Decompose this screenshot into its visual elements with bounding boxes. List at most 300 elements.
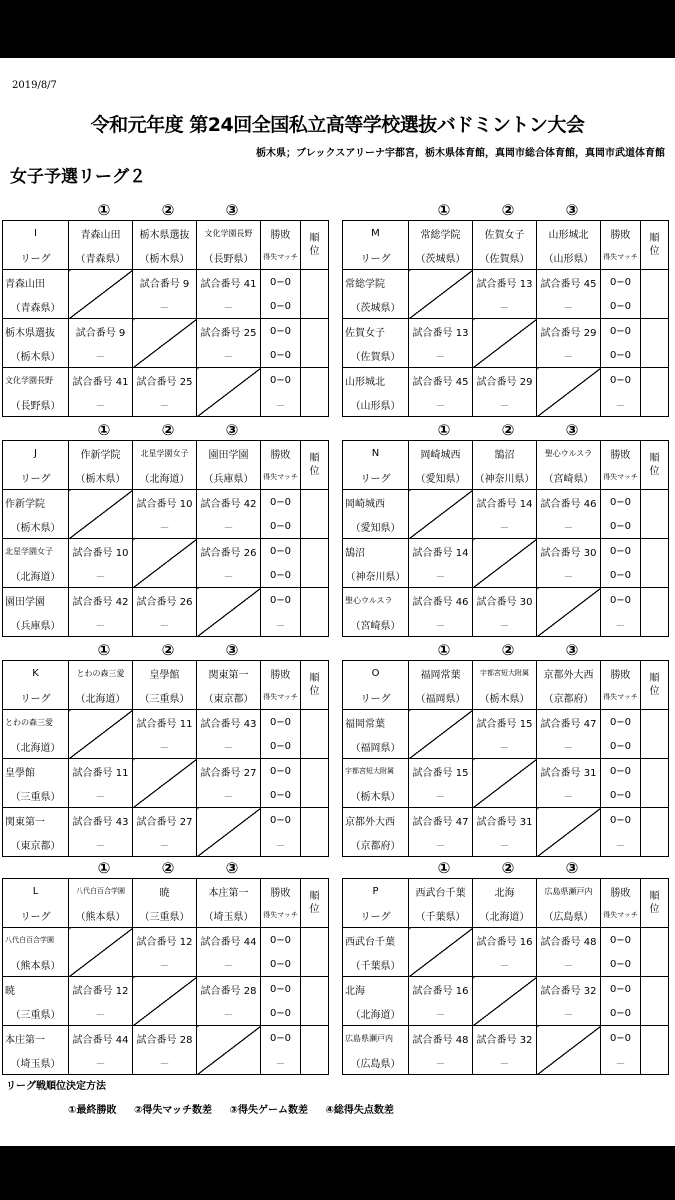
match-diff-value: 0−0 xyxy=(269,740,292,752)
row-team-prefecture: （栃木県） xyxy=(10,351,61,363)
match-number: 試合番号 14 xyxy=(476,498,533,510)
league-table xyxy=(2,660,329,857)
win-loss-header: 勝敗 xyxy=(270,669,291,681)
match-result: － xyxy=(499,840,510,852)
win-loss-value: 0−0 xyxy=(269,276,292,288)
league-block-l xyxy=(2,858,329,1075)
self-match-cell xyxy=(133,539,197,588)
win-loss-header: 勝敗 xyxy=(270,449,291,461)
match-number: 試合番号 46 xyxy=(412,596,469,608)
win-loss-header: 勝敗 xyxy=(270,229,291,241)
column-team-prefecture: （熊本県） xyxy=(75,911,126,923)
self-match-cell xyxy=(69,490,133,539)
match-diff-value: 0−0 xyxy=(609,958,632,970)
table-row xyxy=(343,808,669,857)
match-result: － xyxy=(223,302,234,314)
league-label: リーグ xyxy=(360,473,391,485)
match-result: － xyxy=(95,791,106,803)
match-number: 試合番号 27 xyxy=(136,816,193,828)
rank-header: 順位 xyxy=(309,891,320,915)
row-team-prefecture: （兵庫県） xyxy=(10,620,61,632)
win-loss-value: 0−0 xyxy=(609,325,632,337)
column-team-prefecture: （三重県） xyxy=(139,693,190,705)
win-loss-value: 0−0 xyxy=(609,276,632,288)
league-table xyxy=(342,440,669,637)
row-team-name: 山形城北 xyxy=(345,376,385,388)
match-number: 試合番号 10 xyxy=(136,498,193,510)
match-diff-value: 0−0 xyxy=(269,958,292,970)
match-result: － xyxy=(223,571,234,583)
table-row xyxy=(3,977,329,1026)
column-team-name: 八代白百合学園 xyxy=(76,887,125,895)
seed-number-row xyxy=(2,858,329,878)
rank-cell xyxy=(641,588,669,637)
win-loss-value: 0−0 xyxy=(609,1032,632,1044)
venue-line: 栃木県；ブレックスアリーナ宇都宮，栃木県体育館，真岡市総合体育館，真岡市武道体育館 xyxy=(256,148,665,159)
match-number: 試合番号 29 xyxy=(476,376,533,388)
table-header-row xyxy=(3,441,329,490)
match-result: － xyxy=(159,620,170,632)
match-number: 試合番号 12 xyxy=(72,985,129,997)
column-team-prefecture: （佐賀県） xyxy=(479,253,530,265)
rank-cell xyxy=(301,319,329,368)
seed-number-1: ① xyxy=(97,641,111,659)
self-match-cell xyxy=(409,710,473,759)
column-team-prefecture: （山形県） xyxy=(543,253,594,265)
column-team-name: とわの森三愛 xyxy=(76,668,125,678)
table-row xyxy=(3,490,329,539)
match-diff-value: 0−0 xyxy=(269,569,292,581)
self-match-cell xyxy=(537,368,601,417)
rank-cell xyxy=(301,928,329,977)
league-block-i xyxy=(2,200,329,417)
match-number: 試合番号 28 xyxy=(200,985,257,997)
row-team-name: 西武台千葉 xyxy=(345,936,395,948)
match-number: 試合番号 46 xyxy=(540,498,597,510)
match-result: － xyxy=(563,522,574,534)
match-result: － xyxy=(223,1009,234,1021)
match-result: － xyxy=(499,960,510,972)
table-row xyxy=(343,928,669,977)
seed-number-2: ② xyxy=(501,859,515,877)
self-match-cell xyxy=(197,1026,261,1075)
match-result: － xyxy=(223,960,234,972)
column-team-name: 園田学園 xyxy=(208,449,249,461)
match-number: 試合番号 31 xyxy=(540,767,597,779)
table-row xyxy=(343,977,669,1026)
win-loss-value: 0−0 xyxy=(269,496,292,508)
ranking-method-title: リーグ戦順位決定方法 xyxy=(6,1081,106,1092)
ranking-criteria xyxy=(68,1101,408,1116)
column-team-name: 佐賀女子 xyxy=(484,229,525,241)
league-table xyxy=(2,220,329,417)
match-result: － xyxy=(435,840,446,852)
rank-cell xyxy=(301,490,329,539)
row-team-prefecture: （茨城県） xyxy=(350,302,401,314)
league-name: O xyxy=(371,667,380,679)
match-number: 試合番号 14 xyxy=(412,547,469,559)
row-team-prefecture: （栃木県） xyxy=(350,791,401,803)
match-number: 試合番号 10 xyxy=(72,547,129,559)
match-result: － xyxy=(95,1009,106,1021)
row-team-name: 八代白百合学園 xyxy=(5,936,54,944)
match-number: 試合番号 45 xyxy=(540,278,597,290)
match-result: － xyxy=(95,351,106,363)
match-number: 試合番号 45 xyxy=(412,376,469,388)
league-block-n xyxy=(342,420,669,637)
match-number: 試合番号 26 xyxy=(136,596,193,608)
league-block-m xyxy=(342,200,669,417)
win-loss-value: 0−0 xyxy=(269,325,292,337)
match-diff-value: － xyxy=(615,1058,626,1070)
rank-cell xyxy=(641,928,669,977)
match-diff-value: 0−0 xyxy=(609,569,632,581)
row-team-name: 栃木県選抜 xyxy=(5,327,55,339)
column-team-name: 聖心ウルスラ xyxy=(544,448,593,458)
match-number: 試合番号 42 xyxy=(72,596,129,608)
win-loss-value: 0−0 xyxy=(609,765,632,777)
table-row xyxy=(3,710,329,759)
self-match-cell xyxy=(473,319,537,368)
match-diff-value: 0−0 xyxy=(269,520,292,532)
match-result: － xyxy=(499,522,510,534)
match-number: 試合番号 13 xyxy=(412,327,469,339)
match-result: － xyxy=(563,1009,574,1021)
match-number: 試合番号 15 xyxy=(412,767,469,779)
criterion-4: ④総得失点数差 xyxy=(325,1105,394,1116)
match-result: － xyxy=(563,351,574,363)
win-loss-header: 勝敗 xyxy=(610,887,631,899)
seed-number-row xyxy=(342,200,669,220)
rank-cell xyxy=(301,1026,329,1075)
column-team-name: 広島県瀬戸内 xyxy=(544,886,593,896)
match-number: 試合番号 11 xyxy=(136,718,193,730)
match-diff-value: 0−0 xyxy=(609,789,632,801)
rank-header: 順位 xyxy=(649,891,660,915)
rank-cell xyxy=(641,808,669,857)
win-loss-value: 0−0 xyxy=(269,716,292,728)
column-team-prefecture: （東京都） xyxy=(203,693,254,705)
row-team-name: とわの森三愛 xyxy=(5,717,53,727)
match-diff-value: 0−0 xyxy=(269,349,292,361)
column-team-prefecture: （長野県） xyxy=(203,253,254,265)
seed-number-row xyxy=(342,640,669,660)
column-team-prefecture: （兵庫県） xyxy=(203,473,254,485)
row-team-name: 佐賀女子 xyxy=(345,327,385,339)
match-result: － xyxy=(223,791,234,803)
match-number: 試合番号 44 xyxy=(72,1034,129,1046)
match-diff-header: 得失マッチ xyxy=(263,911,298,919)
league-block-o xyxy=(342,640,669,857)
match-number: 試合番号 44 xyxy=(200,936,257,948)
row-team-prefecture: （山形県） xyxy=(350,400,401,412)
match-result: － xyxy=(499,620,510,632)
rank-cell xyxy=(301,539,329,588)
column-team-name: 北海 xyxy=(494,887,515,899)
seed-number-1: ① xyxy=(97,201,111,219)
column-team-name: 鵠沼 xyxy=(494,449,515,461)
row-team-name: 暁 xyxy=(5,985,15,997)
match-result: － xyxy=(435,791,446,803)
seed-number-3: ③ xyxy=(225,641,239,659)
table-header-row xyxy=(343,441,669,490)
table-row xyxy=(343,710,669,759)
match-result: － xyxy=(499,302,510,314)
self-match-cell xyxy=(133,977,197,1026)
row-team-name: 常総学院 xyxy=(345,278,385,290)
self-match-cell xyxy=(409,490,473,539)
table-header-row xyxy=(343,879,669,928)
table-header-row xyxy=(3,879,329,928)
match-result: － xyxy=(159,400,170,412)
seed-number-2: ② xyxy=(161,641,175,659)
table-row xyxy=(3,1026,329,1075)
table-row xyxy=(3,270,329,319)
column-team-name: 山形城北 xyxy=(548,229,589,241)
win-loss-value: 0−0 xyxy=(609,374,632,386)
match-number: 試合番号 13 xyxy=(476,278,533,290)
match-result: － xyxy=(435,620,446,632)
row-team-name: 皇學館 xyxy=(5,767,35,779)
rank-cell xyxy=(641,319,669,368)
win-loss-value: 0−0 xyxy=(269,983,292,995)
match-result: － xyxy=(435,351,446,363)
row-team-name: 青森山田 xyxy=(5,278,45,290)
seed-number-2: ② xyxy=(161,421,175,439)
table-row xyxy=(343,368,669,417)
match-result: － xyxy=(223,522,234,534)
match-number: 試合番号 30 xyxy=(476,596,533,608)
table-row xyxy=(343,759,669,808)
match-number: 試合番号 47 xyxy=(540,718,597,730)
match-number: 試合番号 16 xyxy=(476,936,533,948)
league-name: J xyxy=(34,447,37,459)
match-diff-value: 0−0 xyxy=(609,300,632,312)
seed-number-2: ② xyxy=(501,641,515,659)
match-result: － xyxy=(159,742,170,754)
rank-header: 順位 xyxy=(309,453,320,477)
results-sheet xyxy=(0,58,675,1146)
rank-cell xyxy=(641,490,669,539)
match-diff-value: － xyxy=(275,840,286,852)
row-team-name: 園田学園 xyxy=(5,596,45,608)
row-team-prefecture: （長野県） xyxy=(10,400,61,412)
win-loss-header: 勝敗 xyxy=(610,449,631,461)
table-row xyxy=(3,319,329,368)
table-header-row xyxy=(343,221,669,270)
column-team-prefecture: （福岡県） xyxy=(415,693,466,705)
match-result: － xyxy=(563,791,574,803)
criterion-2: ②得失マッチ数差 xyxy=(133,1105,213,1116)
match-diff-header: 得失マッチ xyxy=(263,693,298,701)
match-diff-header: 得失マッチ xyxy=(603,911,638,919)
match-diff-value: － xyxy=(275,620,286,632)
league-table xyxy=(2,878,329,1075)
row-team-name: 鵠沼 xyxy=(345,547,365,559)
column-team-prefecture: （栃木県） xyxy=(479,693,530,705)
win-loss-value: 0−0 xyxy=(609,496,632,508)
self-match-cell xyxy=(69,928,133,977)
seed-number-3: ③ xyxy=(565,859,579,877)
column-team-name: 暁 xyxy=(159,887,170,899)
rank-cell xyxy=(301,368,329,417)
rank-cell xyxy=(301,710,329,759)
table-header-row xyxy=(3,221,329,270)
win-loss-value: 0−0 xyxy=(269,814,292,826)
match-diff-header: 得失マッチ xyxy=(263,473,298,481)
self-match-cell xyxy=(197,588,261,637)
win-loss-value: 0−0 xyxy=(609,814,632,826)
match-diff-header: 得失マッチ xyxy=(603,473,638,481)
row-team-name: 宇都宮短大附属 xyxy=(345,767,394,775)
column-team-name: 常総学院 xyxy=(420,229,461,241)
row-team-prefecture: （佐賀県） xyxy=(350,351,401,363)
column-team-prefecture: （神奈川県） xyxy=(474,473,535,485)
match-result: － xyxy=(435,400,446,412)
self-match-cell xyxy=(133,319,197,368)
match-diff-value: 0−0 xyxy=(609,520,632,532)
row-team-prefecture: （北海道） xyxy=(10,742,61,754)
win-loss-value: 0−0 xyxy=(269,594,292,606)
column-team-name: 宇都宮短大附属 xyxy=(480,669,529,677)
match-result: － xyxy=(499,400,510,412)
league-block-j xyxy=(2,420,329,637)
match-number: 試合番号 25 xyxy=(136,376,193,388)
league-name: M xyxy=(371,227,380,239)
match-number: 試合番号 32 xyxy=(540,985,597,997)
row-team-name: 関東第一 xyxy=(5,816,45,828)
rank-cell xyxy=(641,759,669,808)
match-result: － xyxy=(159,302,170,314)
league-table xyxy=(342,220,669,417)
league-table xyxy=(342,878,669,1075)
match-diff-value: － xyxy=(615,400,626,412)
seed-number-3: ③ xyxy=(565,201,579,219)
table-row xyxy=(3,539,329,588)
match-diff-value: － xyxy=(615,840,626,852)
row-team-prefecture: （広島県） xyxy=(350,1058,401,1070)
win-loss-header: 勝敗 xyxy=(270,887,291,899)
column-team-name: 皇學館 xyxy=(149,669,180,681)
column-team-name: 関東第一 xyxy=(208,669,249,681)
league-label: リーグ xyxy=(20,911,51,923)
match-number: 試合番号 30 xyxy=(540,547,597,559)
column-team-prefecture: （北海道） xyxy=(75,693,126,705)
self-match-cell xyxy=(133,759,197,808)
column-team-prefecture: （宮崎県） xyxy=(543,473,594,485)
match-diff-value: 0−0 xyxy=(609,740,632,752)
row-team-prefecture: （北海道） xyxy=(10,571,61,583)
seed-number-1: ① xyxy=(437,201,451,219)
match-number: 試合番号 27 xyxy=(200,767,257,779)
rank-cell xyxy=(641,977,669,1026)
self-match-cell xyxy=(537,588,601,637)
column-team-prefecture: （栃木県） xyxy=(139,253,190,265)
match-number: 試合番号 47 xyxy=(412,816,469,828)
table-row xyxy=(343,490,669,539)
match-result: － xyxy=(159,522,170,534)
league-name: K xyxy=(32,667,39,679)
match-number: 試合番号 41 xyxy=(200,278,257,290)
match-diff-value: － xyxy=(275,400,286,412)
row-team-prefecture: （愛知県） xyxy=(350,522,401,534)
seed-number-2: ② xyxy=(161,859,175,877)
row-team-name: 福岡常葉 xyxy=(345,718,385,730)
row-team-name: 作新学院 xyxy=(5,498,45,510)
match-number: 試合番号 48 xyxy=(412,1034,469,1046)
table-row xyxy=(3,368,329,417)
row-team-prefecture: （埼玉県） xyxy=(10,1058,61,1070)
match-number: 試合番号 28 xyxy=(136,1034,193,1046)
column-team-prefecture: （北海道） xyxy=(479,911,530,923)
table-row xyxy=(343,588,669,637)
column-team-prefecture: （栃木県） xyxy=(75,473,126,485)
table-row xyxy=(343,1026,669,1075)
row-team-prefecture: （青森県） xyxy=(10,302,61,314)
match-number: 試合番号 48 xyxy=(540,936,597,948)
row-team-prefecture: （三重県） xyxy=(10,1009,61,1021)
seed-number-3: ③ xyxy=(565,641,579,659)
match-number: 試合番号 42 xyxy=(200,498,257,510)
seed-number-3: ③ xyxy=(565,421,579,439)
league-block-p xyxy=(342,858,669,1075)
league-name: P xyxy=(372,885,379,897)
win-loss-header: 勝敗 xyxy=(610,229,631,241)
column-team-name: 本庄第一 xyxy=(208,887,249,899)
match-number: 試合番号 41 xyxy=(72,376,129,388)
match-result: － xyxy=(563,960,574,972)
league-name: L xyxy=(32,885,39,897)
match-number: 試合番号 32 xyxy=(476,1034,533,1046)
column-team-prefecture: （千葉県） xyxy=(415,911,466,923)
document-date: 2019/8/7 xyxy=(12,80,57,91)
match-diff-header: 得失マッチ xyxy=(603,253,638,261)
league-table xyxy=(2,440,329,637)
win-loss-value: 0−0 xyxy=(269,374,292,386)
match-number: 試合番号 11 xyxy=(72,767,129,779)
match-result: － xyxy=(95,1058,106,1070)
seed-number-2: ② xyxy=(161,201,175,219)
match-number: 試合番号 15 xyxy=(476,718,533,730)
seed-number-3: ③ xyxy=(225,421,239,439)
match-diff-header: 得失マッチ xyxy=(603,693,638,701)
row-team-name: 広島県瀬戸内 xyxy=(345,1033,393,1043)
column-team-name: 京都外大西 xyxy=(543,669,594,681)
match-result: － xyxy=(435,571,446,583)
row-team-name: 聖心ウルスラ xyxy=(345,595,393,605)
rank-header: 順位 xyxy=(649,233,660,257)
table-row xyxy=(3,928,329,977)
row-team-name: 本庄第一 xyxy=(5,1034,45,1046)
criterion-3: ③得失ゲーム数差 xyxy=(229,1105,308,1116)
match-diff-value: － xyxy=(275,1058,286,1070)
seed-number-row xyxy=(342,858,669,878)
self-match-cell xyxy=(409,928,473,977)
seed-number-3: ③ xyxy=(225,859,239,877)
rank-cell xyxy=(301,270,329,319)
win-loss-value: 0−0 xyxy=(609,545,632,557)
match-diff-value: 0−0 xyxy=(269,300,292,312)
match-result: － xyxy=(223,742,234,754)
match-result: － xyxy=(435,1009,446,1021)
column-team-name: 栃木県選抜 xyxy=(139,229,190,241)
league-block-k xyxy=(2,640,329,857)
section-subtitle: 女子予選リーグ２ xyxy=(10,167,146,187)
row-team-prefecture: （福岡県） xyxy=(350,742,401,754)
match-result: － xyxy=(95,400,106,412)
table-row xyxy=(343,319,669,368)
match-number: 試合番号 9 xyxy=(75,327,126,339)
